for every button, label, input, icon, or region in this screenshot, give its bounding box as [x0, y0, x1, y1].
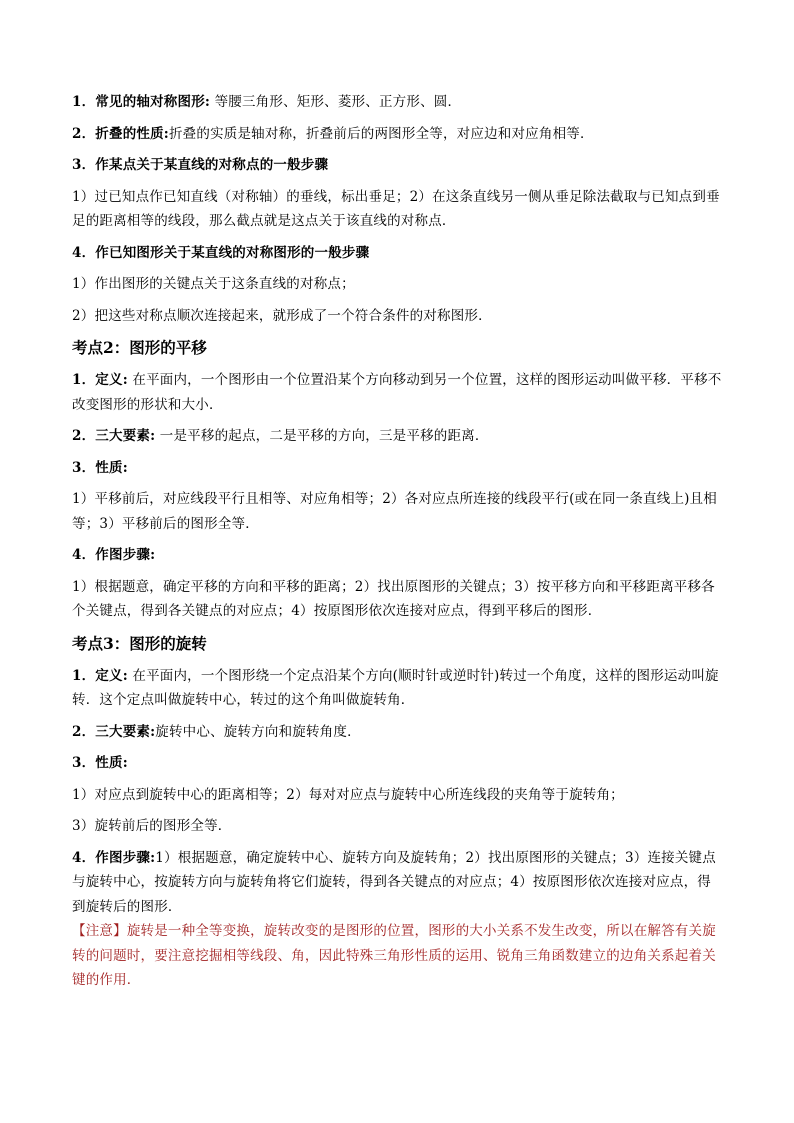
s2-elements	[72, 424, 724, 449]
s1-item2-label: 2．折叠的性质:	[72, 125, 169, 142]
s3-props-label: 3．性质:	[72, 755, 128, 771]
s1-item4-step1: 1）作出图形的关键点关于这条直线的对称点；	[72, 276, 355, 292]
s1-item1	[72, 90, 724, 115]
s2-def	[72, 368, 724, 417]
s1-item3-title: 3．作某点关于某直线的对称点的一般步骤	[72, 157, 329, 173]
s3-steps-text: 1）根据题意，确定旋转中心、旋转方向及旋转角；2）找出原图形的关键点；3）连接关键点与旋转中心，按旋转方向与旋转角将它们旋转，得到各关键点的对应点；4）按原图形依次连接对应点，得到旋转后的图形．	[72, 849, 716, 915]
s3-def-text: 在平面内，一个图形绕一个定点沿某个方向(顺时针或逆时针)转过一个角度，这样的图形运动叫旋转．这个定点叫做旋转中心，转过的这个角叫做旋转角．	[72, 667, 719, 708]
s3-props-line1: 1）对应点到旋转中心的距离相等；2）每对对应点与旋转中心所连线段的夹角等于旋转角；	[72, 786, 624, 803]
s3-props-line2: 3）旋转前后的图形全等．	[72, 818, 232, 834]
note-tag: 【注意】	[72, 923, 127, 939]
s3-def	[72, 664, 724, 713]
s3-elements-label: 2．三大要素:	[72, 723, 156, 740]
s2-elements-label: 2．三大要素:	[72, 428, 156, 444]
section2-heading: 考点2：图形的平移	[72, 338, 207, 357]
s2-steps-label: 4．作图步骤:	[72, 547, 156, 563]
s3-steps-label: 4．作图步骤:	[72, 849, 156, 866]
s3-elements-text: 旋转中心、旋转方向和旋转角度．	[155, 723, 361, 740]
section3-heading: 考点3：图形的旋转	[72, 633, 207, 653]
s1-item1-label: 1．常见的轴对称图形:	[72, 94, 211, 110]
s1-item2-text: 折叠的实质是轴对称，折叠前后的两图形全等，对应边和对应角相等．	[168, 125, 594, 142]
document-page	[72, 90, 724, 993]
s1-item4-step2: 2）把这些对称点顺次连接起来，就形成了一个符合条件的对称图形．	[72, 307, 492, 324]
note-text: 旋转是一种全等变换，旋转改变的是图形的位置，图形的大小关系不发生改变，所以在解答有关旋转的问题时，要注意挖掘相等线段、角，因此特殊三角形性质的运用、锐角三角函数建立的边角关系起着关键的作用．	[72, 923, 716, 988]
s2-def-label: 1．定义:	[72, 372, 128, 388]
s3-elements	[72, 720, 724, 745]
s2-elements-text: 一是平移的起点，二是平移的方向，三是平移的距离．	[155, 428, 489, 444]
s2-steps-text: 1）根据题意，确定平移的方向和平移的距离；2）找出原图形的关键点；3）按平移方向和平移距离平移各个关键点，得到各关键点的对应点；4）按原图形依次连接对应点，得到平移后的图形．	[72, 578, 715, 619]
s2-def-text: 在平面内，一个图形由一个位置沿某个方向移动到另一个位置，这样的图形运动叫做平移．平移不改变图形的形状和大小．	[72, 372, 722, 413]
s2-props-label: 3．性质:	[72, 459, 128, 476]
s1-item2	[72, 122, 724, 147]
s3-steps	[72, 846, 724, 920]
s3-note	[72, 919, 724, 993]
s1-item3-text: 1）过已知点作已知直线（对称轴）的垂线，标出垂足；2）在这条直线另一侧从垂足除法截取与已知点到垂足的距离相等的线段，那么截点就是这点关于该直线的对称点．	[72, 188, 720, 229]
s1-item1-text: 等腰三角形、矩形、菱形、正方形、圆．	[210, 94, 462, 110]
s3-def-label: 1．定义:	[72, 667, 128, 684]
s1-item4-title: 4．作已知图形关于某直线的对称图形的一般步骤	[72, 244, 370, 261]
s2-props-text: 1）平移前后，对应线段平行且相等、对应角相等；2）各对应点所连接的线段平行(或在同一条直线上)且相等；3）平移前后的图形全等．	[72, 491, 718, 532]
